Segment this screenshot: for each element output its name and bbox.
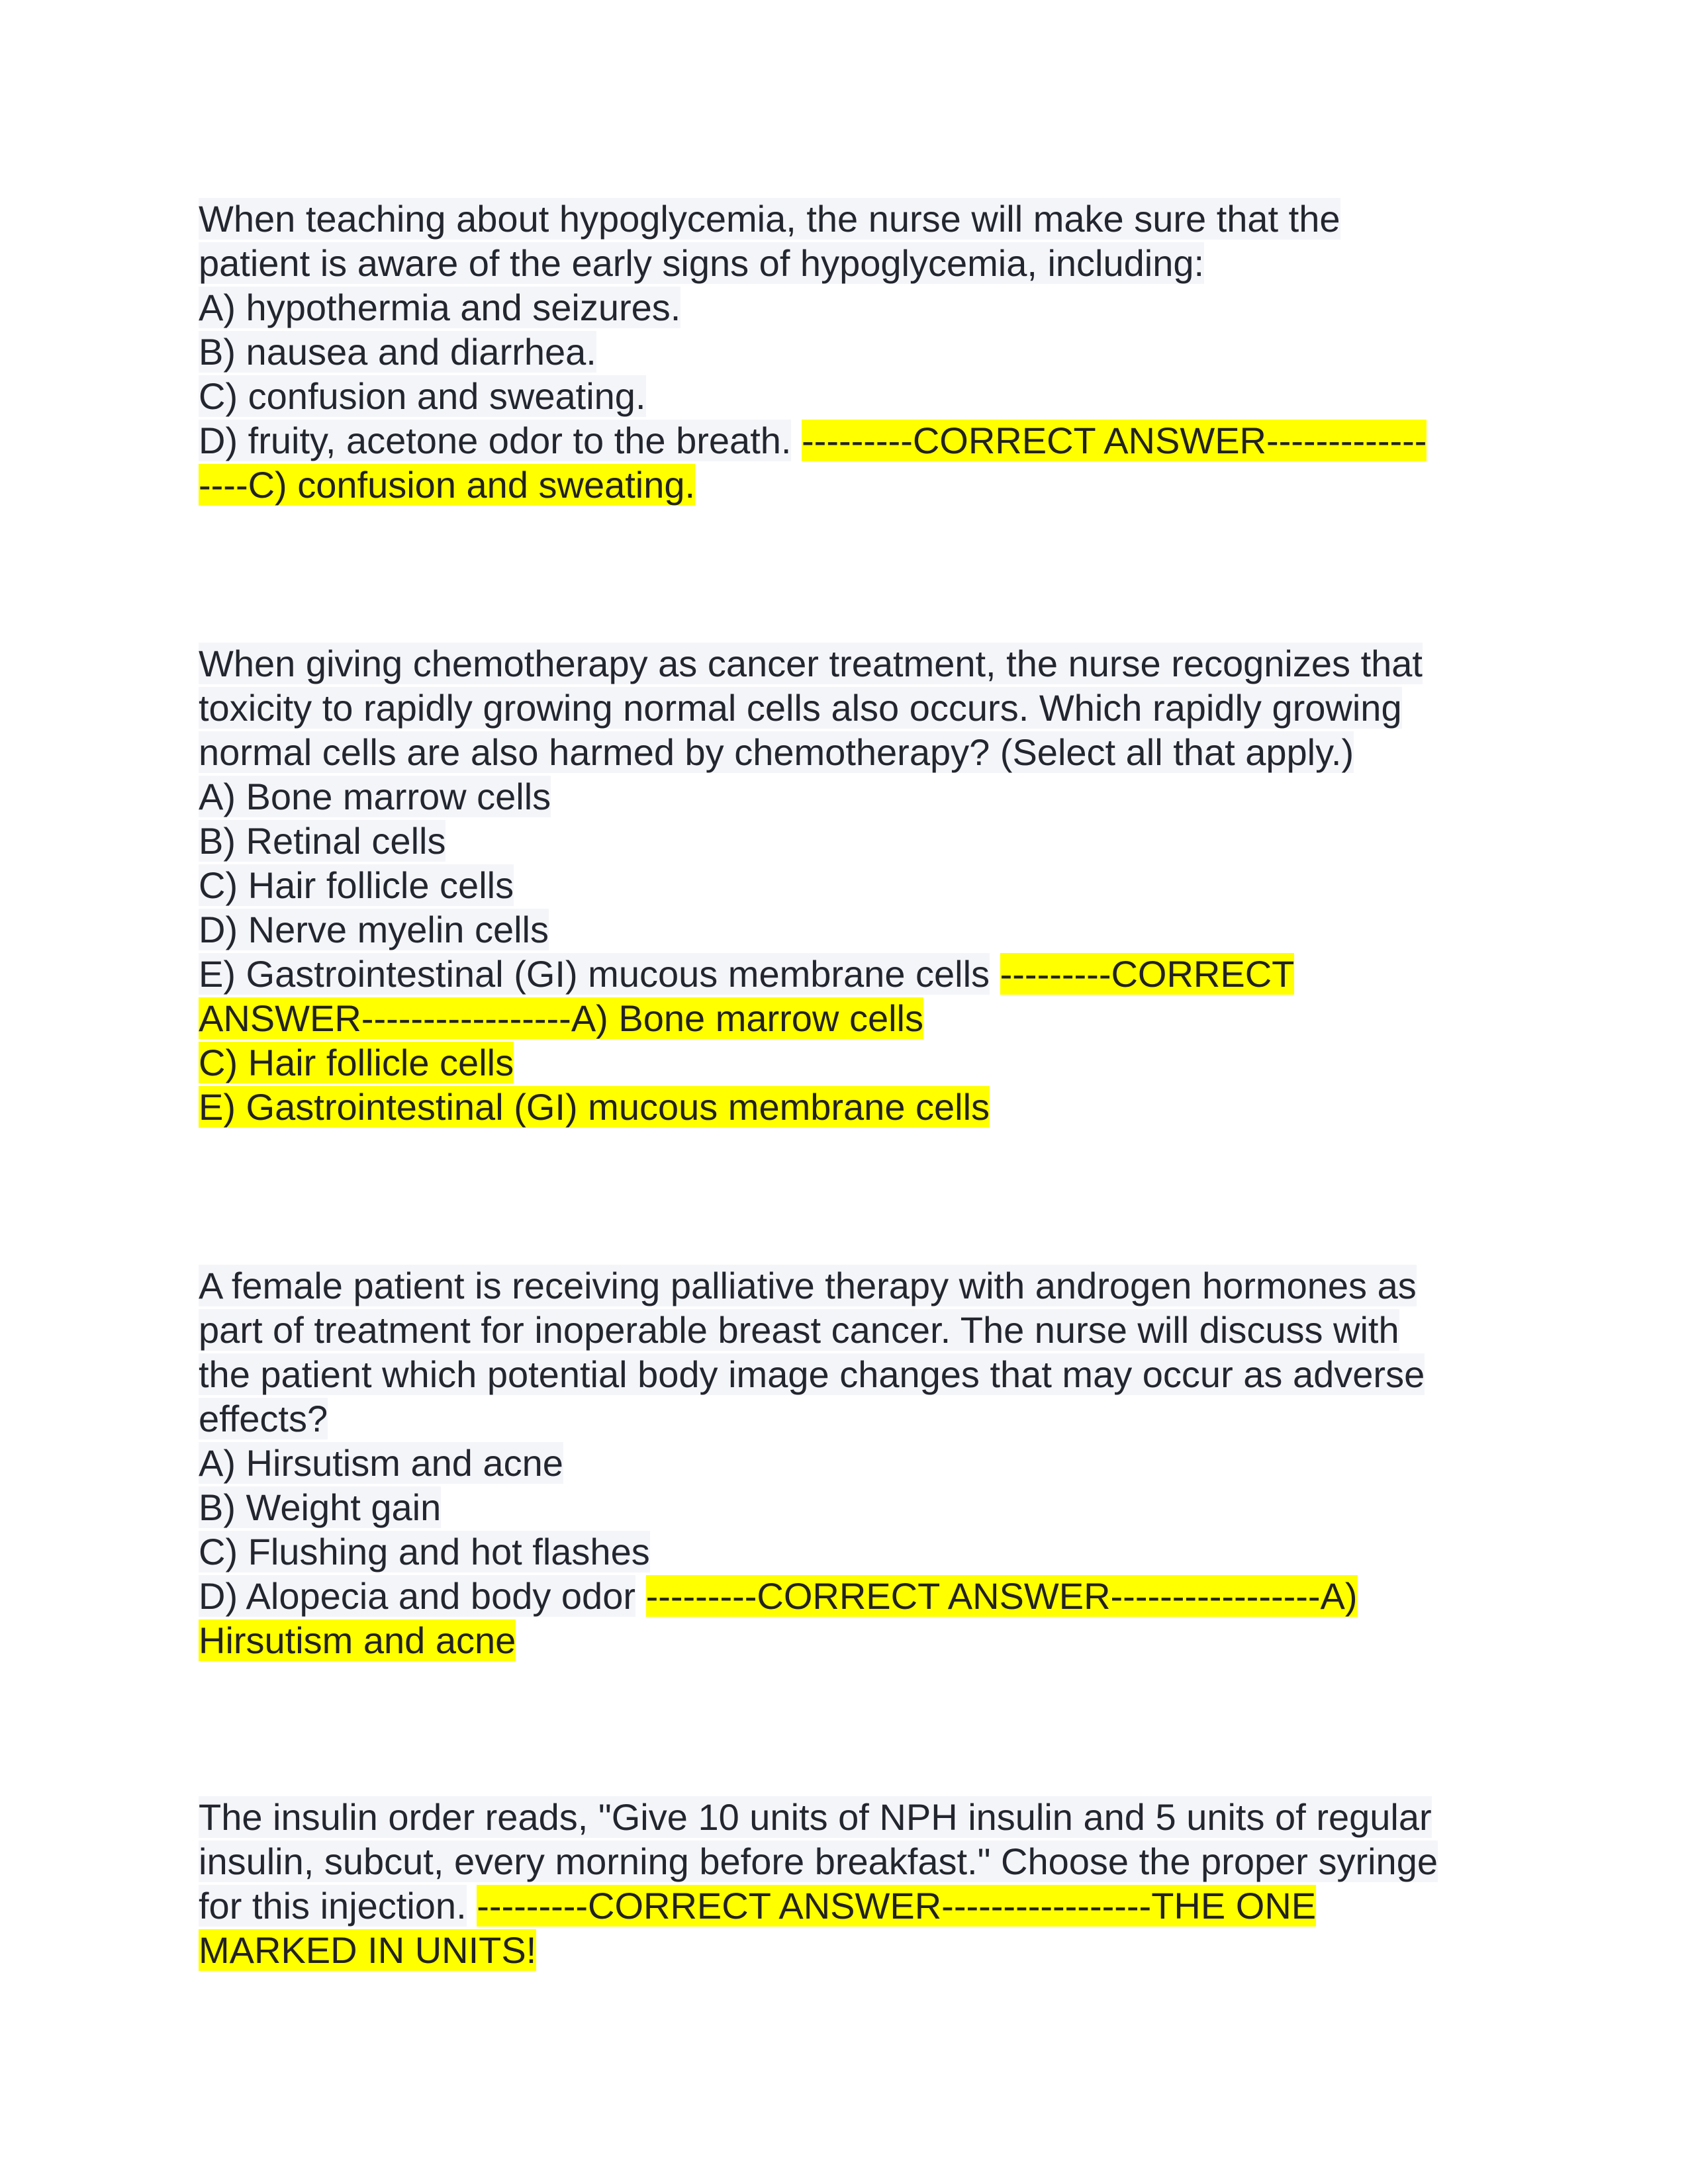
answer-option-d: D) Alopecia and body odor ---------CORRECT ANSWER-----------------A) bbox=[199, 1575, 1358, 1617]
question-stem-line: A female patient is receiving palliative therapy with androgen hormones as bbox=[199, 1265, 1417, 1306]
question-4 bbox=[199, 1795, 1496, 1972]
question-stem-line: effects? bbox=[199, 1398, 328, 1439]
answer-option-a: A) Hirsutism and acne bbox=[199, 1442, 563, 1484]
correct-answer-highlight: ----C) confusion and sweating. bbox=[199, 464, 696, 506]
question-stem-line: When giving chemotherapy as cancer treatment, the nurse recognizes that bbox=[199, 643, 1423, 684]
question-stem-line: toxicity to rapidly growing normal cells also occurs. Which rapidly growing bbox=[199, 687, 1402, 729]
answer-option-c: C) Flushing and hot flashes bbox=[199, 1531, 650, 1572]
correct-answer-highlight: ---------CORRECT ANSWER-----------------A) bbox=[645, 1575, 1358, 1617]
question-stem-line: When teaching about hypoglycemia, the nurse will make sure that the bbox=[199, 198, 1340, 240]
correct-answer-highlight: E) Gastrointestinal (GI) mucous membrane cells bbox=[199, 1086, 990, 1128]
question-3 bbox=[199, 1263, 1496, 1662]
correct-answer-line bbox=[199, 996, 1496, 1040]
answer-option-d: D) Nerve myelin cells bbox=[199, 909, 549, 950]
correct-answer-highlight: ---------CORRECT ANSWER------------- bbox=[802, 420, 1427, 461]
correct-answer-line bbox=[199, 1040, 1496, 1085]
question-stem-line: for this injection. ---------CORRECT ANSWER-----------------THE ONE bbox=[199, 1885, 1317, 1927]
answer-option-c: C) Hair follicle cells bbox=[199, 864, 514, 906]
correct-answer-line bbox=[199, 1928, 1496, 1972]
question-stem-line: patient is aware of the early signs of hypoglycemia, including: bbox=[199, 242, 1205, 284]
correct-answer-highlight: C) Hair follicle cells bbox=[199, 1042, 514, 1083]
answer-option-a: A) Bone marrow cells bbox=[199, 776, 551, 817]
correct-answer-highlight: MARKED IN UNITS! bbox=[199, 1929, 537, 1971]
question-stem-line: normal cells are also harmed by chemotherapy? (Select all that apply.) bbox=[199, 731, 1354, 773]
correct-answer-line bbox=[199, 1618, 1496, 1662]
correct-answer-highlight: ---------CORRECT ANSWER-----------------THE ONE bbox=[477, 1885, 1317, 1927]
answer-option-b: B) Retinal cells bbox=[199, 820, 446, 862]
answer-option-c: C) confusion and sweating. bbox=[199, 375, 646, 417]
correct-answer-highlight: ---------CORRECT bbox=[1000, 953, 1295, 995]
answer-option-a: A) hypothermia and seizures. bbox=[199, 287, 681, 328]
question-2 bbox=[199, 641, 1496, 1129]
answer-option-b: B) Weight gain bbox=[199, 1486, 442, 1528]
correct-answer-line bbox=[199, 463, 1496, 507]
question-stem-line: part of treatment for inoperable breast cancer. The nurse will discuss with bbox=[199, 1309, 1399, 1351]
question-stem-line: the patient which potential body image changes that may occur as adverse bbox=[199, 1353, 1425, 1395]
correct-answer-highlight: Hirsutism and acne bbox=[199, 1619, 516, 1661]
answer-option-e: E) Gastrointestinal (GI) mucous membrane cells ---------CORRECT bbox=[199, 953, 1295, 995]
answer-option-d: D) fruity, acetone odor to the breath. ---------CORRECT ANSWER------------- bbox=[199, 420, 1427, 461]
correct-answer-highlight: ANSWER-----------------A) Bone marrow cells bbox=[199, 997, 923, 1039]
question-stem-line: insulin, subcut, every morning before breakfast." Choose the proper syringe bbox=[199, 1841, 1438, 1882]
question-1 bbox=[199, 197, 1496, 507]
correct-answer-line bbox=[199, 1085, 1496, 1129]
question-stem-line: The insulin order reads, "Give 10 units of NPH insulin and 5 units of regular bbox=[199, 1796, 1432, 1838]
answer-option-b: B) nausea and diarrhea. bbox=[199, 331, 596, 373]
